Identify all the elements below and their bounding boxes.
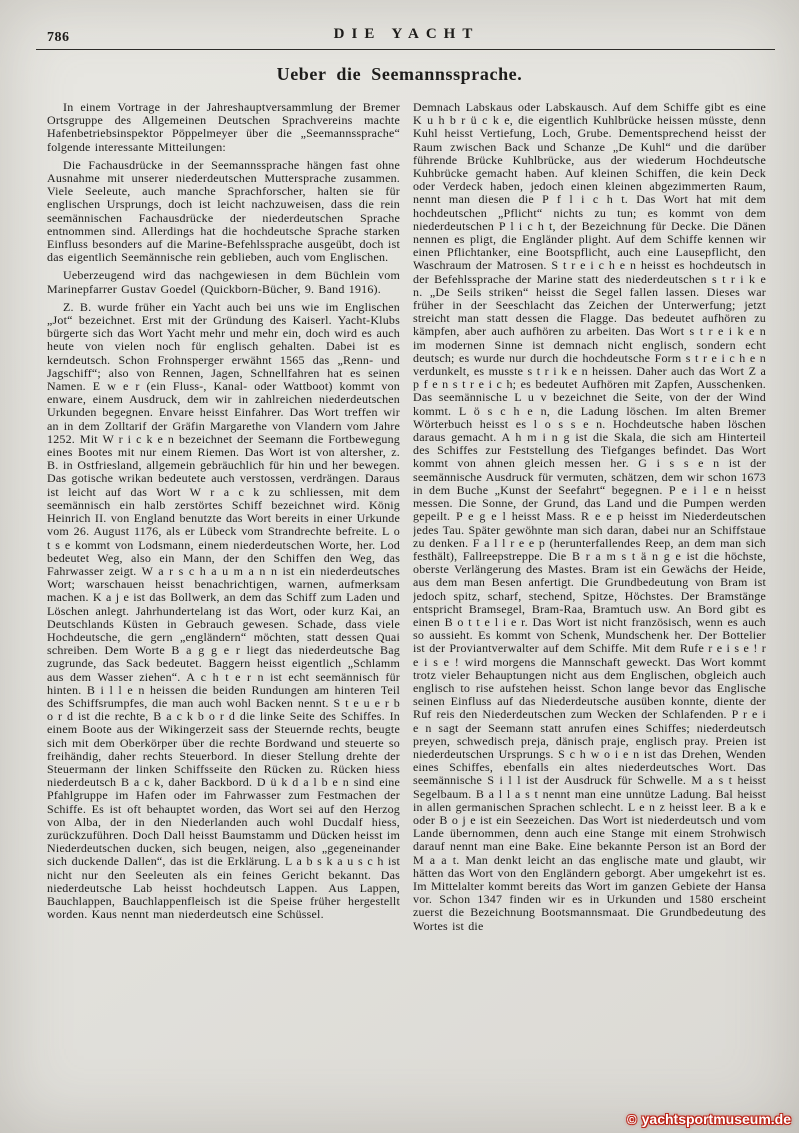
text-columns: [47, 101, 766, 1103]
header-rule: [36, 49, 775, 50]
column-right: [413, 101, 766, 1103]
paragraph: Die Fachausdrücke in der Seemannssprache hängen fast ohne Ausnahme mit unserer niederdeutschen Muttersprache zusammen. Viele Seeleute, auch manche Sprachforscher, halten sie für englischen Ursprungs, doch ist leicht nachzuweisen, dass die rein seemännischen Fachausdrücke der niederdeutschen Sprache entnommen sind. Allerdings hat die hochdeutsche Sprache starken Einfluss besonders auf die Marine-Befehlssprache ausgeübt, doch ist das eigentlich Seemännische rein geblieben, auch vom Englischen.: [47, 157, 400, 265]
page-number: 786: [47, 30, 70, 45]
page-header: [47, 26, 766, 48]
column-left: [47, 101, 400, 1103]
paragraph: In einem Vortrage in der Jahreshauptversammlung der Bremer Ortsgruppe des Allgemeinen Deutschen Sprachvereins machte Hafenbetriebsinspektor Pöppelmeyer über die „Seemannssprache“ folgende interessante Mitteilungen:: [47, 101, 400, 154]
copyright-icon: ©: [627, 1111, 637, 1127]
watermark-badge: [627, 1111, 791, 1127]
paragraph: Ueberzeugend wird das nachgewiesen in dem Büchlein vom Marinepfarrer Gustav Goedel (Quickborn-Bücher, 9. Band 1916).: [47, 268, 400, 296]
paragraph: Z. B. wurde früher ein Yacht auch bei uns wie im Englischen „Jot“ bezeichnet. Erst mit der Gründung des Kaiserl. Yacht-Klubs bürgerte sich das Wort Yacht mehr und mehr ein, doch wird es auch heute von vielen noch für englisch gehalten. Dabei ist es kerndeutsch. Schon Frohnsperger erwähnt 1565 das „Renn- und Jagschiff“; also von Rennen, Jagen, Schnellfahren hat es seinen Namen. E w e r (ein Fluss-, Kanal- oder Wattboot) kommt von enware, einem Ausdruck, dem wir in zahlreichen niederdeutschen Urkunden begegnen. Envare heisst Einfahrer. Das Wort treffen wir an in dem Zolltarif der Gräfin Margarethe von Vlandern vom Jahre 1252. Mit W r i c k e n bezeichnet der Seemann die Fortbewegung eines Bootes mit nur einem Riemen. Das Wort ist von altersher, z. B. in Ostfriesland, allgemein gebräuchlich für hin und her bewegen. Das gotische wrikan bedeutete auch verstossen, verdrängen. Daraus ist leicht auf das Wort W r a c k zu schliessen, mit dem seemännisch ein halb zerstörtes Schiff bezeichnet wird. König Heinrich II. von England benutzte das Wort bereits in einer Urkunde vom 26. August 1176, als er Lübeck vom Strandrechte befreite. L o t s e kommt von Lodsmann, einem niederdeutschen Worte, her. Lod bedeutet Weg, also ein Mann, der den Schiffen den Weg, das Fahrwasser zeigt. W a r s c h a u m a n n ist ein niederdeutsches Wort; warschauen heisst benachrichtigen, warnen, aufmerksam machen. K a j e ist das Bollwerk, an dem das Schiff zum Laden und Löschen anlegt. Jahrhundertelang ist das Wort, oder kurz Kai, an Deutschlands Küsten in Gebrauch gewesen. Schade, dass viele Hochdeutsche, die gern „engländern“ möchten, statt dessen Quai schreiben. Dem Worte B a g g e r liegt das niederdeutsche Bag zugrunde, das Sack bedeutet. Baggern heisst eigentlich „Schlamm aus dem Wasser ziehen“. A c h t e r n ist echt seemännisch für hinten. B i l l e n heissen die beiden Rundungen am hinteren Teil des Schiffsrumpfes, die man auch wohl Backen nennt. S t e u e r b o r d ist die rechte, B a c k b o r d die linke Seite des Schiffes. In einem Boote aus der Wikingerzeit sass der Steuernde rechts, beugte sich mit dem Oberkörper über die rechte Bordwand und steuerte so freihändig, daher rechts Steuerbord. In dieser Stellung drehte der Steuermann der linken Schiffsseite den Rücken zu. Rücken hiess niederdeutsch B a c k, daher Backbord. D ü k d a l b e n sind eine Pfahlgruppe im Hafen oder im Fahrwasser zum Festmachen der Schiffe. Es ist oft behauptet worden, das Wort sei auf den Herzog von Alba, der in den Niederlanden auch wohl Ducdalf hiess, zurückzuführen. Doch Dall heisst Baumstamm und Dücken heisst im Niederdeutschen ducken, sich beugen, neigen, also „gegeneinander sich duckende Dallen“, das ist die Erklärung. L a b s k a u s c h ist nicht nur den Seeleuten als ein feines Gericht bekannt. Das niederdeutsche Lab heisst hochdeutsch Lappen. Aus Lappen, Bauchlappen, Bauchlappenfleisch ist die Speise früher hergestellt worden. Kaus nennt man niederdeutsch eine Schüssel.: [47, 299, 400, 922]
paragraph: Demnach Labskaus oder Labskausch. Auf dem Schiffe gibt es eine K u h b r ü c k e, die eigentlich Kuhlbrücke heissen müsste, denn Kuhl heisst Vertiefung, Loch, Grube. Dementsprechend heisst der Raum zwischen Back und Schanze „De Kuhl“ und die darüber führende Brücke Kuhlbrücke, aus der wiederum Hochdeutsche Kuhbrücke gemacht haben. Auf kleinen Schiffen, die kein Deck oder Verdeck haben, jedoch einen kleinen abgezimmerten Raum, nennt man diesen die P f l i c h t. Das Wort hat mit dem hochdeutschen „Pflicht“ nichts zu tun; es kommt von dem niederdeutschen P l i c h t, der Bezeichnung für Decke. Die Dänen nennen es pligt, die Engländer plight. Auf dem Schiffe kennen wir einen Pflichtanker, eine Bootspflicht, auch eine Lausepflicht, den Waschraum der Matrosen. S t r e i c h e n heisst es hochdeutsch in der Befehlssprache der Marine statt des niederdeutschen s t r i k e n. „De Seils striken“ heisst die Segel fallen lassen. Dieses war früher in der Seeschlacht das Zeichen der Unterwerfung; jetzt streicht man statt dessen die Flagge. Das bedeutet aufhören zu kämpfen, aber auch aufhören zu arbeiten. Das Wort s t r e i k e n im modernen Sinne ist demnach nicht englisch, sondern echt deutsch; es wurde nur durch die hochdeutsche Form s t r e i c h e n verdunkelt, es musste s t r i k e n heissen. Daher auch das Wort Z a p f e n s t r e i c h; es bedeutet Aufhören mit Zapfen, Ausschenken. Das seemännische L u v bezeichnet die Seite, von der der Wind kommt. L ö s c h e n, die Ladung löschen. Im alten Bremer Wörterbuch heisst es l o s s e n. Hochdeutsche haben löschen daraus gemacht. A h m i n g ist die Skala, die sich am Hinterteil des Schiffes zur Feststellung des Tiefganges befindet. Das Wort kommt von ahnen gleich messen her. G i s s e n ist der seemännische Ausdruck für vermuten, schätzen, dem wir schon 1673 in dem Buche „Kunst der Seefahrt“ begegnen. P e i l e n heisst messen. Die Sonne, der Grund, das Land und die Pumpen werden gepeilt. P e g e l heisst Mass. R e e p heisst im Niederdeutschen jedes Tau. Später gewöhnte man sich daran, dabei nur an Schiffstaue zu denken. F a l l r e e p (herunterfallendes Reep, an dem man sich festhält), Fallreepstreppe. Die B r a m s t ä n g e ist die höchste, oberste Verlängerung des Mastes. Bram ist ein Gewächs der Heide, aus dem man Besen anfertigt. Die Grundbedeutung von Bram ist jedoch spitz, scharf, stechend, Spitze, Höchstes. Der Bramstänge entspricht Bramsegel, Bram-Raa, Bramtuch usw. An Bord gibt es einen B o t t e l i e r. Das Wort ist nicht französisch, wenn es auch so aussieht. Es kommt von Schenk, Mundschenk her. Der Bottelier ist der Proviantverwalter auf dem Schiffe. Mit dem Rufe r e i s e ! r e i s e ! wird morgens die Mannschaft geweckt. Das Wort kommt trotz vieler Behauptungen nicht aus dem Englischen, obgleich auch englisch to rise aufstehen heisst. Schon lange bevor das Englische seinen Einfluss auf das Niederdeutsche ausüben konnte, diente der Ruf reis den Niederdeutschen zum Wecken der Schlafenden. P r e i e n sagt der Seemann statt anrufen eines Schiffes; niederdeutsch preyen, schwedisch preja, dänisch praje, englisch pray. Preien ist niederdeutschen Ursprungs. S c h w o i e n ist das Drehen, Wenden eines Schiffes, ebenfalls ein altes niederdeutsches Wort. Das seemännische S i l l ist der Ausdruck für Schwelle. M a s t heisst Segelbaum. B a l l a s t nennt man eine unnütze Ladung. Bal heisst in allen germanischen Sprachen schlecht. L e n z heisst leer. B a k e oder B o j e ist ein Seezeichen. Das Wort ist niederdeutsch und vom Lande übernommen, denn auch eine Stange mit einem Strohwisch darauf nennt man eine Bake. Eine bekannte Person ist an Bord der M a a t. Man denkt leicht an das englische mate und glaubt, wir hätten das Wort von den Engländern geborgt. Aber umgekehrt ist es. Im Mittelalter kommt bereits das Wort im ganzen Gebiete der Hansa vor. Schon 1347 finden wir es in Urkunden und 1580 erscheint zuerst die Bezeichnung Bootsmannsmaat. Die Grundbedeutung des Wortes ist die: [413, 101, 766, 933]
masthead-title: DIE YACHT: [333, 26, 480, 42]
article-title: Ueber die Seemannssprache.: [276, 64, 523, 84]
watermark-text: yachtsportmuseum.de: [641, 1111, 791, 1127]
